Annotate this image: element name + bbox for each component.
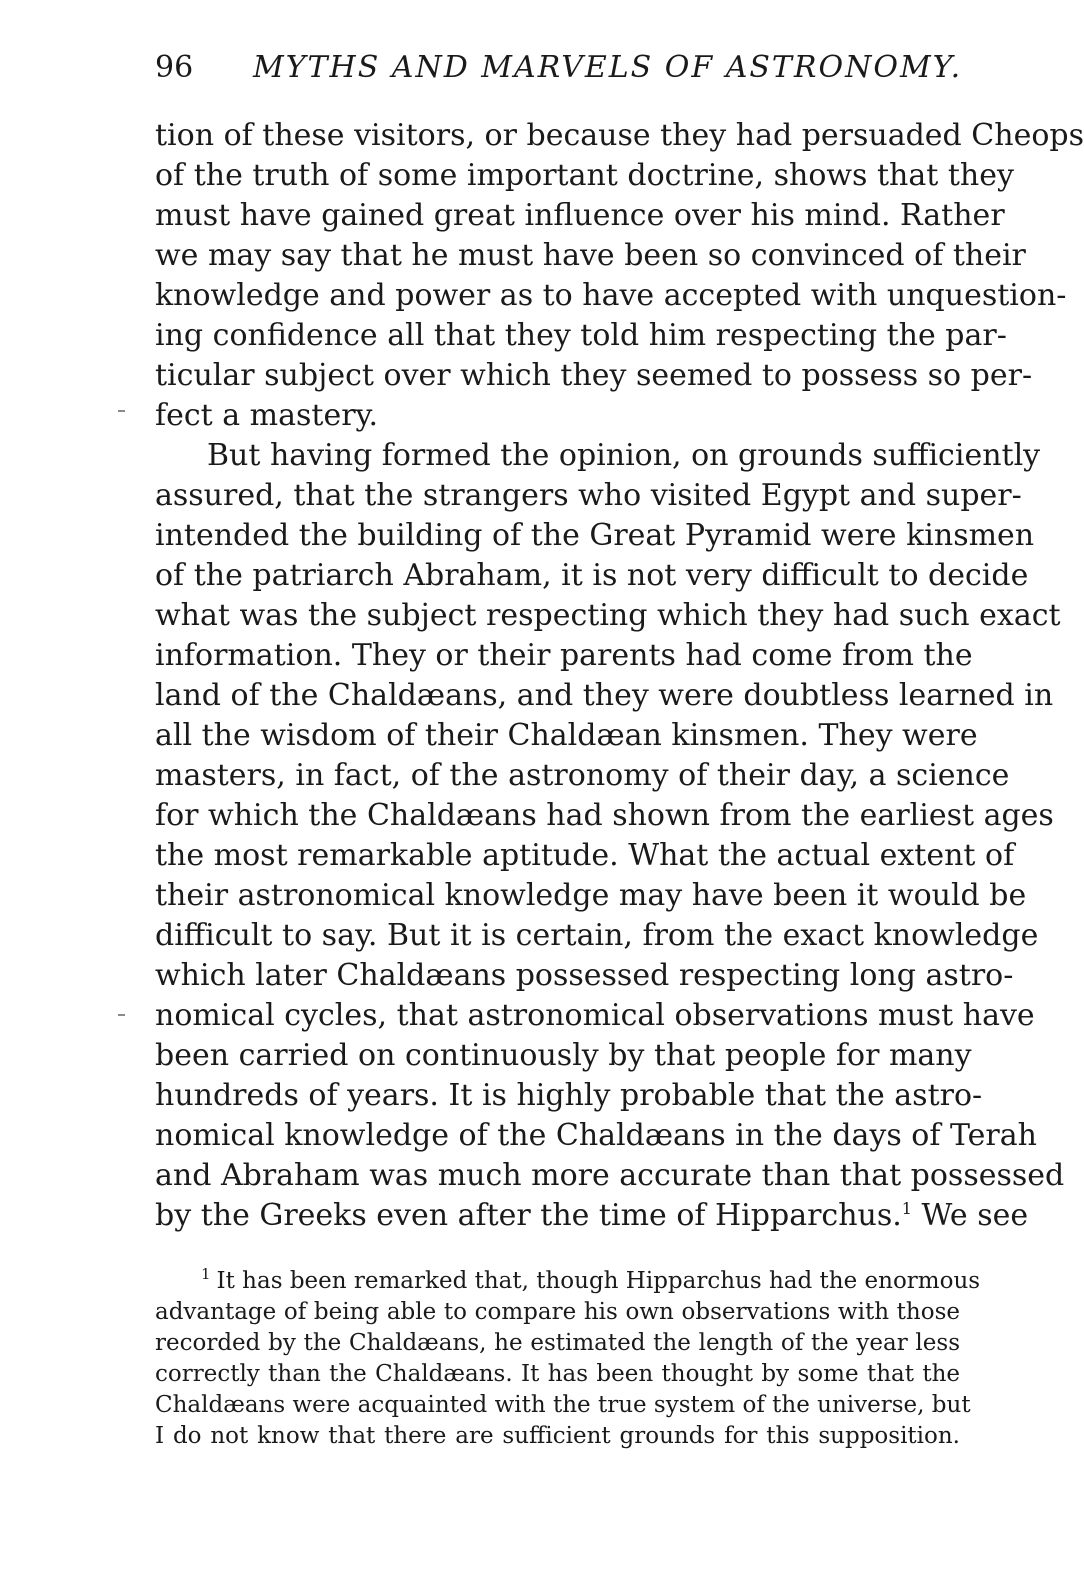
footnote-line: correctly than the Chaldæans. It has been thought by some that the xyxy=(155,1361,960,1387)
text-line: of the patriarch Abraham, it is not very difficult to decide xyxy=(155,558,1029,593)
main-text xyxy=(155,116,1084,1236)
text-line: the most remarkable aptitude. What the actual extent of xyxy=(155,838,1015,873)
footnote-text: It has been remarked that, though Hipparchus had the enormous xyxy=(216,1268,981,1294)
footnote-line xyxy=(155,1265,981,1297)
text-line: we may say that he must have been so convinced of their xyxy=(155,238,1026,273)
running-header xyxy=(155,48,965,88)
text-line: intended the building of the Great Pyramid were kinsmen xyxy=(155,518,1035,553)
text-segment: by the Greeks even after the time of Hipparchus. xyxy=(155,1198,902,1233)
text-line: and Abraham was much more accurate than that possessed xyxy=(155,1158,1065,1193)
margin-mark xyxy=(118,1014,125,1016)
footnote-marker: 1 xyxy=(201,1265,211,1284)
page-number: 96 xyxy=(155,50,194,85)
text-line: information. They or their parents had come from the xyxy=(155,638,973,673)
text-line: assured, that the strangers who visited Egypt and super- xyxy=(155,478,1022,513)
text-line: difficult to say. But it is certain, from the exact knowledge xyxy=(155,918,1039,953)
text-line: land of the Chaldæans, and they were doubtless learned in xyxy=(155,678,1054,713)
text-line: masters, in fact, of the astronomy of their day, a science xyxy=(155,758,1010,793)
text-line: nomical cycles, that astronomical observations must have xyxy=(155,998,1035,1033)
text-line: knowledge and power as to have accepted with unquestion- xyxy=(155,278,1067,313)
margin-mark xyxy=(118,410,125,412)
text-line: all the wisdom of their Chaldæan kinsmen. They were xyxy=(155,718,978,753)
paragraph-end-line: fect a mastery. xyxy=(155,398,379,433)
text-line: which later Chaldæans possessed respecting long astro- xyxy=(155,958,1014,993)
paragraph-start-line: But having formed the opinion, on grounds sufficiently xyxy=(207,438,1041,473)
text-line: ing confidence all that they told him respecting the par- xyxy=(155,318,1007,353)
text-line: for which the Chaldæans had shown from the earliest ages xyxy=(155,798,1054,833)
text-line: tion of these visitors, or because they had persuaded Cheops xyxy=(155,118,1084,153)
footnote-reference: 1 xyxy=(901,1199,912,1218)
footnote-line: Chaldæans were acquainted with the true system of the universe, but xyxy=(155,1392,971,1418)
text-line: nomical knowledge of the Chaldæans in the days of Terah xyxy=(155,1118,1037,1153)
footnote-line: I do not know that there are sufficient grounds for this supposition. xyxy=(155,1423,960,1449)
text-line: must have gained great influence over his mind. Rather xyxy=(155,198,1005,233)
footnote-line: recorded by the Chaldæans, he estimated the length of the year less xyxy=(155,1330,960,1356)
text-line: been carried on continuously by that people for many xyxy=(155,1038,972,1073)
text-line: ticular subject over which they seemed to possess so per- xyxy=(155,358,1033,393)
running-title: MYTHS AND MARVELS OF ASTRONOMY. xyxy=(253,50,963,85)
text-line-with-note xyxy=(155,1196,1029,1236)
text-line: hundreds of years. It is highly probable that the astro- xyxy=(155,1078,983,1113)
footnote-line: advantage of being able to compare his own observations with those xyxy=(155,1299,960,1325)
text-segment: We see xyxy=(921,1198,1029,1233)
text-line: what was the subject respecting which they had such exact xyxy=(155,598,1061,633)
footnote xyxy=(155,1265,981,1452)
text-line: their astronomical knowledge may have been it would be xyxy=(155,878,1027,913)
text-line: of the truth of some important doctrine, shows that they xyxy=(155,158,1014,193)
